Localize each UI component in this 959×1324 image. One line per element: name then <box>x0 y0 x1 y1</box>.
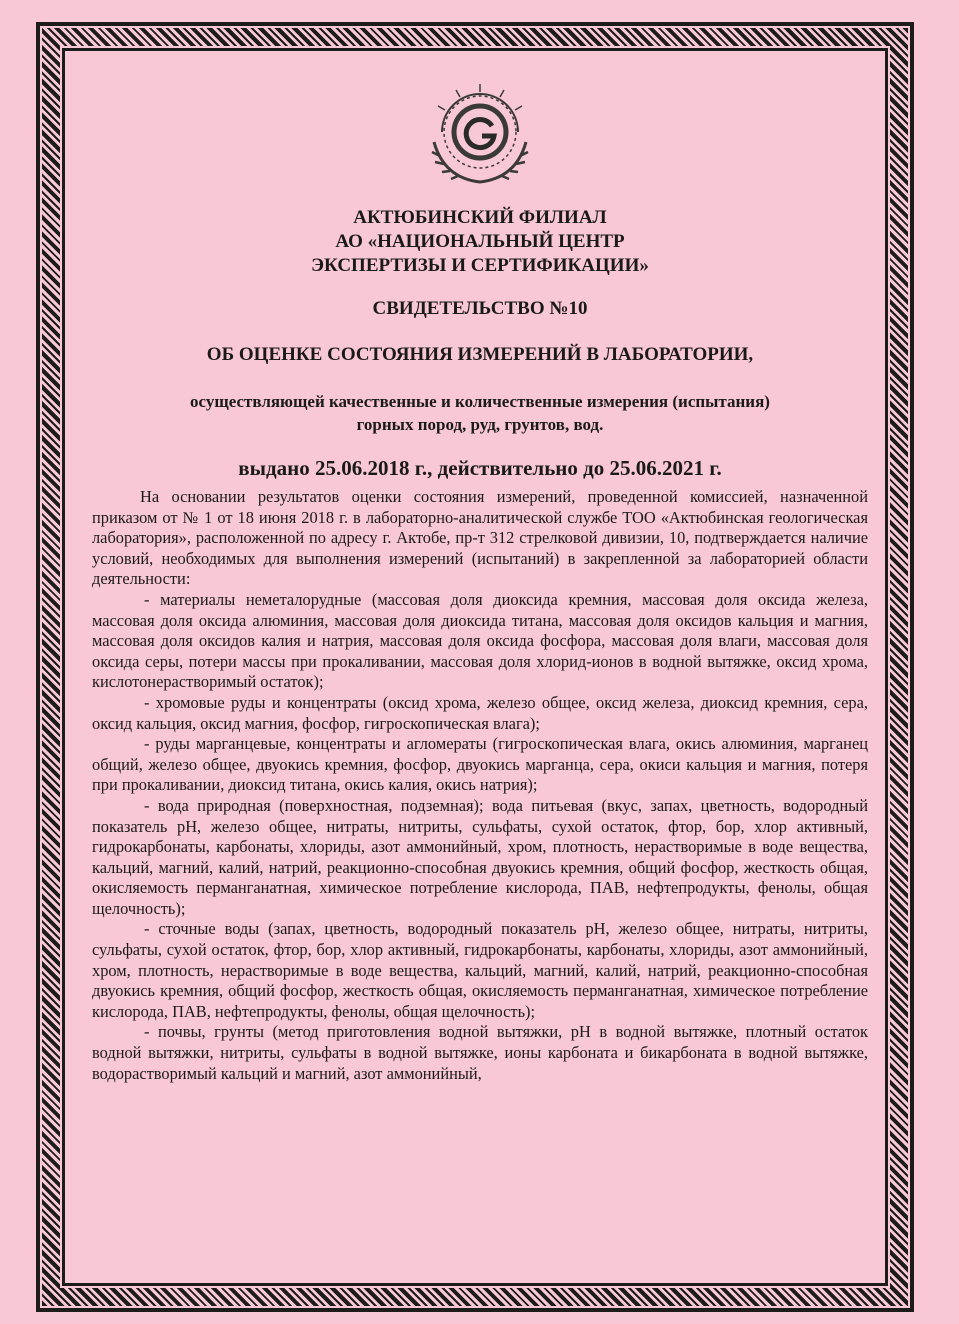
organization-line-2: АО «НАЦИОНАЛЬНЫЙ ЦЕНТР <box>335 231 625 252</box>
scope-item-soils: - почвы, грунты (метод приготовления водной вытяжки, рН в водной вытяжке, плотный остаток водной вытяжки, нитриты, сульфаты в водной вытяжке, ионы карбоната и бикарбоната в водной вытяжке, водорастворимый кальций и магний, азот аммонийный, <box>92 1022 868 1083</box>
emblem <box>92 70 868 202</box>
scope-item-natural-water: - вода природная (поверхностная, подземная); вода питьевая (вкус, запах, цветность, водородный показатель рН, железо общее, нитраты, нитриты, сульфаты, сухой остаток, фтор, бор, хлор активный, гидрокарбонаты, карбонаты, хлориды, азот аммонийный, хром, плотность, нерастворимые в воде вещества, кальций, магний, калий, натрий, реакционно-способная двуокись кремния, общий фосфор, жесткость общая, окисляемость перманганатная, химическое потребление кислорода, ПАВ, нефтепродукты, фенолы, общая щелочность); <box>92 795 868 918</box>
organization-line-3: ЭКСПЕРТИЗЫ И СЕРТИФИКАЦИИ» <box>311 255 649 276</box>
scope-line-1: осуществляющей качественные и количественные измерения (испытания) <box>190 392 770 411</box>
organization-name <box>92 206 868 278</box>
scope-item-nonmetal: - материалы неметалорудные (массовая доля диоксида кремния, массовая доля оксида железа, массовая доля оксида алюминия, массовая доля диоксида титана, массовая доля оксидов кальция и магния, массовая доля оксидов калия и натрия, массовая доля оксида фосфора, массовая доля влаги, массовая доля оксида серы, потери массы при прокаливании, массовая доля хлорид-ионов в водной вытяжке, оксид хрома, кислотонерастворимый остаток); <box>92 589 868 692</box>
certificate-scope <box>92 390 868 436</box>
intro-paragraph: На основании результатов оценки состояния измерений, проведенной комиссией, назначенной приказом от № 1 от 18 июня 2018 г. в лабораторно-аналитической службе ТОО «Актюбинская геологическая лаборатория», расположенной по адресу г. Актобе, пр-т 312 стрелковой дивизии, 10, подтверждается наличие условий, необходимых для выполнения измерений (испытаний) в закрепленной за лабораторией области деятельности: <box>92 487 868 589</box>
certificate-body <box>92 487 868 1084</box>
organization-line-1: АКТЮБИНСКИЙ ФИЛИАЛ <box>353 207 607 228</box>
certificate-subtitle: ОБ ОЦЕНКЕ СОСТОЯНИЯ ИЗМЕРЕНИЙ В ЛАБОРАТОРИИ, <box>206 344 754 365</box>
scope-item-wastewater: - сточные воды (запах, цветность, водородный показатель рН, железо общее, нитраты, нитриты, сульфаты, сухой остаток, фтор, бор, хлор активный, гидрокарбонаты, карбонаты, хлориды, азот аммонийный, хром, плотность, нерастворимые в воде вещества, кальций, магний, калий, натрий, реакционно-способная двуокись кремния, общий фосфор, жесткость общая, окисляемость перманганатная, химическое потребление кислорода, ПАВ, нефтепродукты, фенолы, общая щелочность); <box>92 919 868 1021</box>
certificate-title: СВИДЕТЕЛЬСТВО №10 <box>372 298 588 319</box>
scope-item-manganese: - руды марганцевые, концентраты и агломераты (гигроскопическая влага, окись алюминия, марганец общий, железо общее, двуокись кремния, фосфор, двуокись марганца, сера, окиси кальция и магния, потеря при прокаливании, диоксид титана, окись калия, окись натрия); <box>92 734 868 795</box>
scope-line-2: горных пород, руд, грунтов, вод. <box>356 415 604 434</box>
scope-item-chromium: - хромовые руды и концентраты (оксид хрома, железо общее, оксид железа, диоксид кремния, сера, оксид кальция, оксид магния, фосфор, гигроскопическая влага); <box>92 692 868 733</box>
certification-emblem-icon <box>414 70 546 202</box>
certificate-content <box>92 70 868 1084</box>
validity-dates: выдано 25.06.2018 г., действительно до 25.06.2021 г. <box>238 456 722 480</box>
